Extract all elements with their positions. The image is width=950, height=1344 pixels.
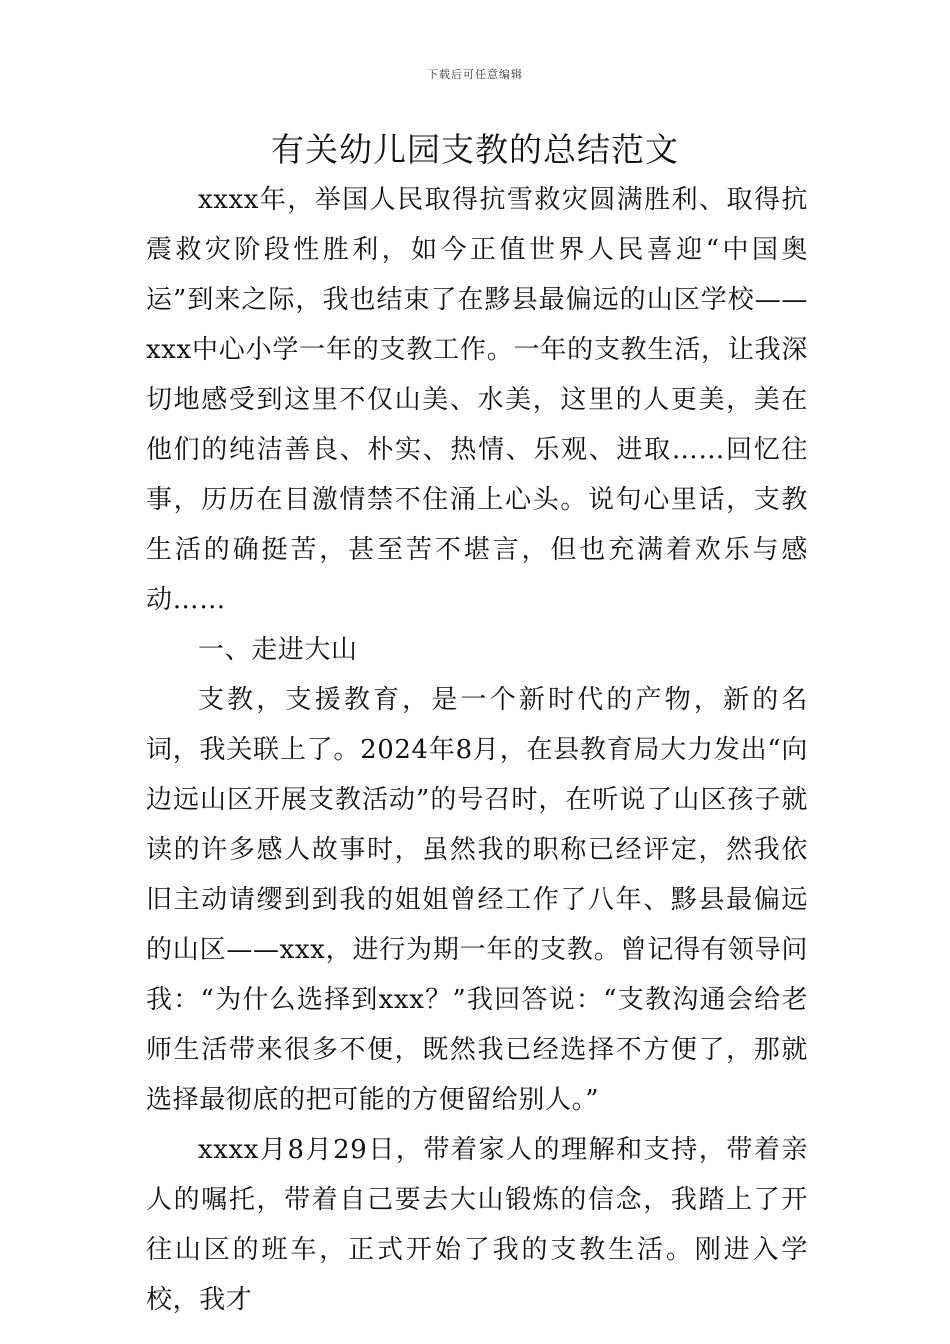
paragraph-support-education: 支教，支援教育，是一个新时代的产物，新的名词，我关联上了。2024年8月，在县教育局大力发出“向边远山区开展支教活动”的号召时，在听说了山区孩子就读的许多感人故事时，虽然我的职称已经评定，然我依旧主动请缨到到我的姐姐曾经工作了八年、黟县最偏远的山区——xxx，进行为期一年的支教。曾记得有领导问我：“为什么选择到xxx？”我回答说：“支教沟通会给老师生活带来很多不便，既然我已经选择不方便了，那就选择最彻底的把可能的方便留给别人。”	[146, 685, 808, 1115]
paragraph-intro: xxxx年，举国人民取得抗雪救灾圆满胜利、取得抗震救灾阶段性胜利，如今正值世界人民喜迎“中国奥运”到来之际，我也结束了在黟县最偏远的山区学校——xxx中心小学一年的支教工作。一年的支教生活，让我深切地感受到这里不仅山美、水美，这里的人更美，美在他们的纯洁善良、朴实、热情、乐观、进取……回忆往事，历历在目激情禁不住涌上心头。说句心里话，支教生活的确挺苦，甚至苦不堪言，但也充满着欢乐与感动……	[146, 185, 808, 615]
document-body	[146, 175, 808, 1325]
document-title: 有关幼儿园支教的总结范文	[271, 130, 679, 169]
paragraph-departure: xxxx月8月29日，带着家人的理解和支持，带着亲人的嘱托，带着自己要去大山锻炼的信念，我踏上了开往山区的班车，正式开始了我的支教生活。刚进入学校，我才	[146, 1135, 808, 1315]
section-heading: 一、走进大山	[198, 635, 358, 665]
header-note: 下载后可任意编辑	[427, 68, 523, 81]
